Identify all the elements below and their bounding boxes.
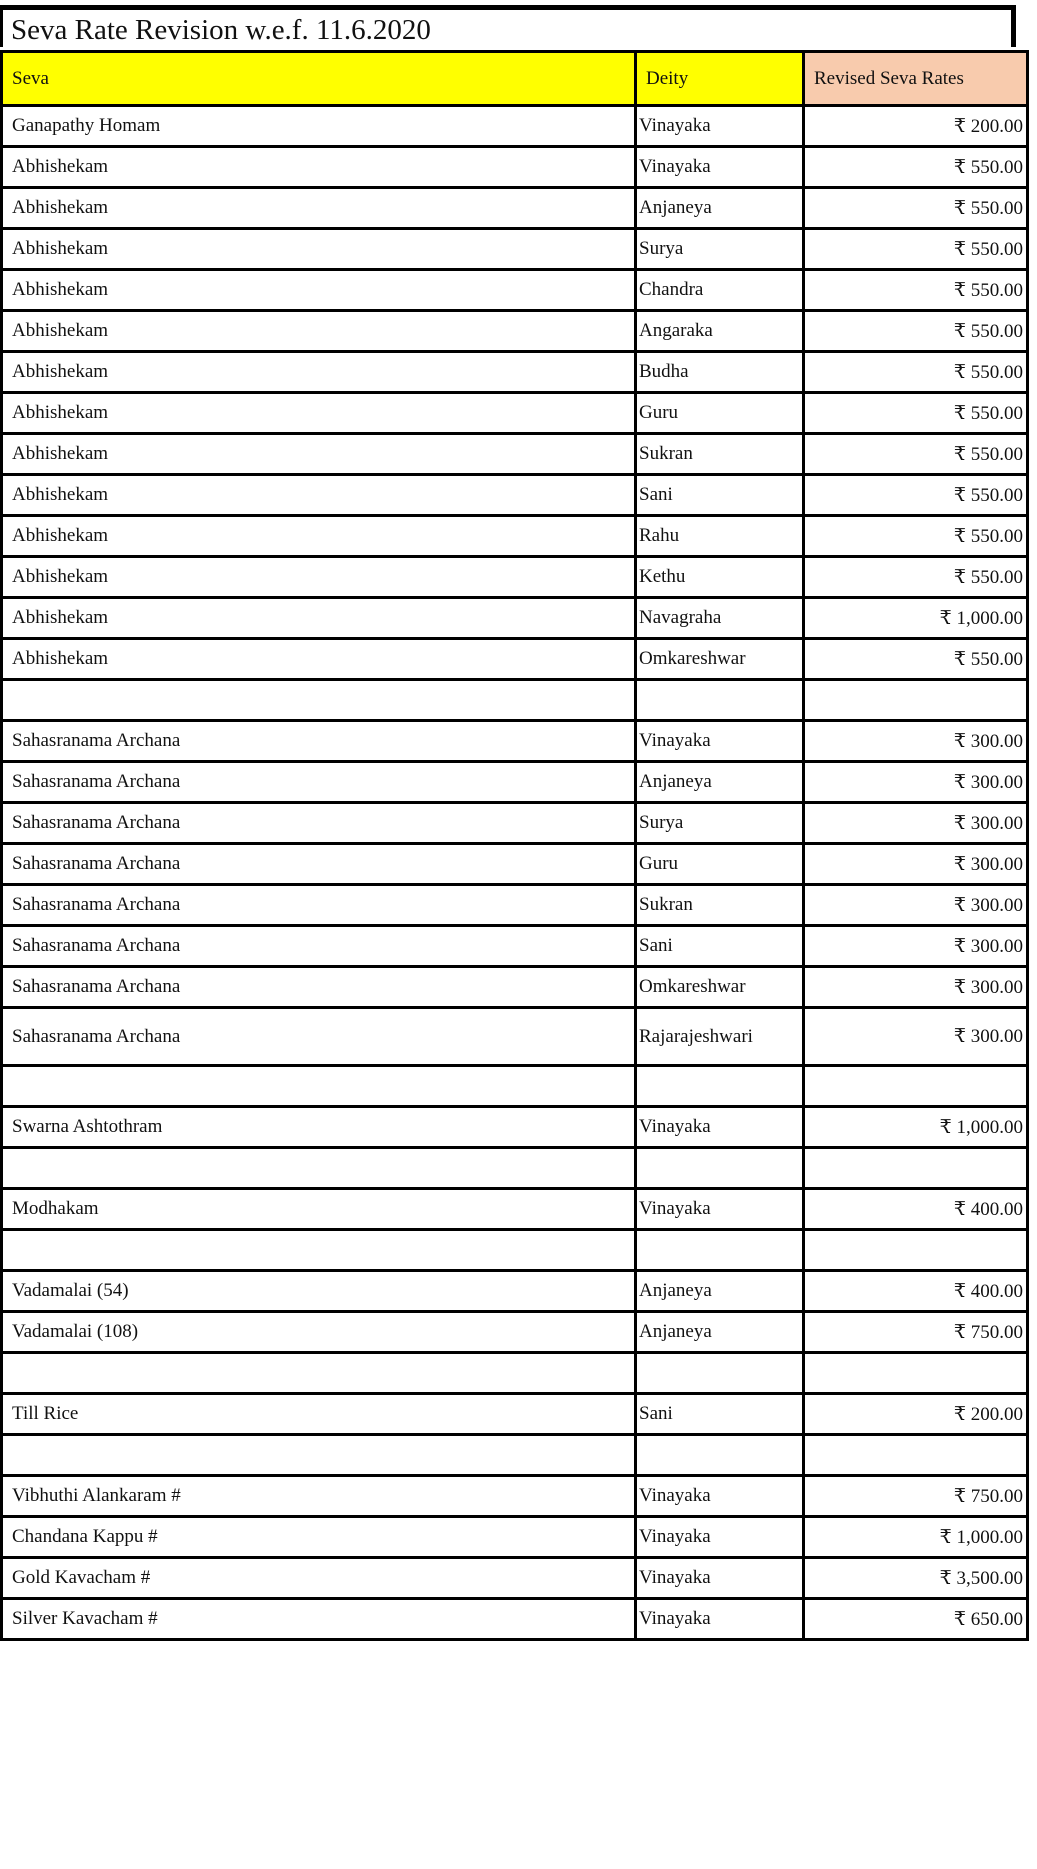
rate-cell: [804, 1148, 1028, 1189]
seva-cell: Abhishekam: [2, 393, 636, 434]
table-row: [2, 1271, 1028, 1312]
seva-cell: Abhishekam: [2, 557, 636, 598]
header-row: [2, 52, 1028, 106]
seva-cell: Abhishekam: [2, 188, 636, 229]
seva-cell: [2, 1066, 636, 1107]
deity-cell: Vinayaka: [636, 1476, 804, 1517]
deity-cell: Navagraha: [636, 598, 804, 639]
deity-cell: Omkareshwar: [636, 639, 804, 680]
table-row: [2, 516, 1028, 557]
deity-cell: Anjaneya: [636, 762, 804, 803]
table-row: [2, 557, 1028, 598]
rate-cell: ₹ 550.00: [804, 393, 1028, 434]
seva-cell: Abhishekam: [2, 311, 636, 352]
table-row: [2, 1558, 1028, 1599]
seva-cell: Sahasranama Archana: [2, 721, 636, 762]
deity-cell: Guru: [636, 393, 804, 434]
deity-cell: Sani: [636, 926, 804, 967]
rate-cell: ₹ 550.00: [804, 311, 1028, 352]
rate-cell: ₹ 550.00: [804, 229, 1028, 270]
seva-cell: Abhishekam: [2, 352, 636, 393]
seva-cell: Silver Kavacham #: [2, 1599, 636, 1640]
table-row: [2, 475, 1028, 516]
table-row: [2, 1066, 1028, 1107]
table-row: [2, 680, 1028, 721]
seva-cell: Vibhuthi Alankaram #: [2, 1476, 636, 1517]
table-row: [2, 1599, 1028, 1640]
seva-cell: Sahasranama Archana: [2, 762, 636, 803]
deity-cell: Kethu: [636, 557, 804, 598]
deity-cell: Vinayaka: [636, 1558, 804, 1599]
rate-cell: ₹ 300.00: [804, 967, 1028, 1008]
deity-cell: Anjaneya: [636, 188, 804, 229]
seva-cell: Gold Kavacham #: [2, 1558, 636, 1599]
table-row: [2, 721, 1028, 762]
table-row: [2, 1394, 1028, 1435]
rate-cell: ₹ 300.00: [804, 926, 1028, 967]
seva-cell: [2, 1353, 636, 1394]
seva-cell: [2, 1148, 636, 1189]
seva-cell: Abhishekam: [2, 434, 636, 475]
rate-cell: ₹ 550.00: [804, 352, 1028, 393]
table-row: [2, 229, 1028, 270]
deity-cell: Budha: [636, 352, 804, 393]
rate-cell: [804, 1066, 1028, 1107]
deity-cell: Vinayaka: [636, 1189, 804, 1230]
sheet-title: Seva Rate Revision w.e.f. 11.6.2020: [0, 5, 1016, 47]
table-row: [2, 188, 1028, 229]
rate-cell: ₹ 1,000.00: [804, 1517, 1028, 1558]
seva-cell: Abhishekam: [2, 516, 636, 557]
table-row: [2, 147, 1028, 188]
seva-cell: [2, 680, 636, 721]
rate-cell: ₹ 1,000.00: [804, 598, 1028, 639]
header-seva: Seva: [2, 52, 636, 106]
header-deity: Deity: [636, 52, 804, 106]
rate-cell: ₹ 550.00: [804, 188, 1028, 229]
table-row: [2, 844, 1028, 885]
seva-cell: Abhishekam: [2, 639, 636, 680]
seva-cell: Swarna Ashtothram: [2, 1107, 636, 1148]
seva-cell: Abhishekam: [2, 598, 636, 639]
table-row: [2, 1353, 1028, 1394]
rate-cell: ₹ 550.00: [804, 475, 1028, 516]
seva-cell: Till Rice: [2, 1394, 636, 1435]
deity-cell: Sukran: [636, 885, 804, 926]
seva-cell: Vadamalai (54): [2, 1271, 636, 1312]
seva-cell: Abhishekam: [2, 270, 636, 311]
table-row: [2, 598, 1028, 639]
rate-cell: ₹ 300.00: [804, 1008, 1028, 1066]
deity-cell: Angaraka: [636, 311, 804, 352]
table-row: [2, 1517, 1028, 1558]
table-row: [2, 106, 1028, 147]
seva-cell: [2, 1435, 636, 1476]
table-row: [2, 885, 1028, 926]
table-row: [2, 1008, 1028, 1066]
seva-cell: Sahasranama Archana: [2, 926, 636, 967]
deity-cell: Vinayaka: [636, 721, 804, 762]
seva-cell: Sahasranama Archana: [2, 803, 636, 844]
table-row: [2, 967, 1028, 1008]
deity-cell: Vinayaka: [636, 1599, 804, 1640]
deity-cell: [636, 680, 804, 721]
deity-cell: Vinayaka: [636, 1107, 804, 1148]
table-row: [2, 1312, 1028, 1353]
rate-cell: ₹ 1,000.00: [804, 1107, 1028, 1148]
rate-cell: ₹ 300.00: [804, 885, 1028, 926]
seva-cell: Chandana Kappu #: [2, 1517, 636, 1558]
rate-cell: ₹ 650.00: [804, 1599, 1028, 1640]
deity-cell: Omkareshwar: [636, 967, 804, 1008]
seva-cell: Sahasranama Archana: [2, 967, 636, 1008]
rate-cell: [804, 680, 1028, 721]
deity-cell: Anjaneya: [636, 1271, 804, 1312]
rate-cell: ₹ 3,500.00: [804, 1558, 1028, 1599]
seva-cell: Modhakam: [2, 1189, 636, 1230]
rate-cell: ₹ 550.00: [804, 557, 1028, 598]
seva-cell: Abhishekam: [2, 475, 636, 516]
deity-cell: Anjaneya: [636, 1312, 804, 1353]
seva-rate-table: [0, 50, 1029, 1641]
table-row: [2, 1435, 1028, 1476]
seva-cell: Vadamalai (108): [2, 1312, 636, 1353]
deity-cell: Sukran: [636, 434, 804, 475]
rate-cell: ₹ 400.00: [804, 1271, 1028, 1312]
table-row: [2, 1107, 1028, 1148]
deity-cell: Vinayaka: [636, 147, 804, 188]
seva-cell: Sahasranama Archana: [2, 844, 636, 885]
deity-cell: Guru: [636, 844, 804, 885]
deity-cell: [636, 1148, 804, 1189]
rate-cell: ₹ 550.00: [804, 639, 1028, 680]
table-row: [2, 926, 1028, 967]
deity-cell: Chandra: [636, 270, 804, 311]
table-row: [2, 393, 1028, 434]
deity-cell: Sani: [636, 475, 804, 516]
rate-cell: ₹ 550.00: [804, 147, 1028, 188]
rate-cell: ₹ 300.00: [804, 721, 1028, 762]
rate-cell: ₹ 550.00: [804, 434, 1028, 475]
table-row: [2, 762, 1028, 803]
deity-cell: Surya: [636, 803, 804, 844]
table-row: [2, 1476, 1028, 1517]
seva-cell: Sahasranama Archana: [2, 1008, 636, 1066]
table-row: [2, 311, 1028, 352]
rate-cell: [804, 1435, 1028, 1476]
header-revised-rate: Revised Seva Rates: [804, 52, 1028, 106]
table-row: [2, 352, 1028, 393]
rate-cell: ₹ 750.00: [804, 1312, 1028, 1353]
rate-cell: ₹ 750.00: [804, 1476, 1028, 1517]
rate-cell: ₹ 300.00: [804, 762, 1028, 803]
table-row: [2, 803, 1028, 844]
seva-cell: Ganapathy Homam: [2, 106, 636, 147]
seva-cell: [2, 1230, 636, 1271]
rate-cell: ₹ 200.00: [804, 106, 1028, 147]
table-row: [2, 434, 1028, 475]
deity-cell: Sani: [636, 1394, 804, 1435]
deity-cell: Vinayaka: [636, 1517, 804, 1558]
table-row: [2, 1189, 1028, 1230]
rate-cell: ₹ 400.00: [804, 1189, 1028, 1230]
rate-cell: [804, 1353, 1028, 1394]
seva-cell: Sahasranama Archana: [2, 885, 636, 926]
table-row: [2, 1230, 1028, 1271]
seva-cell: Abhishekam: [2, 147, 636, 188]
rate-cell: ₹ 300.00: [804, 803, 1028, 844]
table-row: [2, 1148, 1028, 1189]
deity-cell: Rahu: [636, 516, 804, 557]
rate-cell: ₹ 200.00: [804, 1394, 1028, 1435]
deity-cell: Vinayaka: [636, 106, 804, 147]
rate-cell: ₹ 550.00: [804, 270, 1028, 311]
table-row: [2, 639, 1028, 680]
table-row: [2, 270, 1028, 311]
rate-cell: [804, 1230, 1028, 1271]
deity-cell: Surya: [636, 229, 804, 270]
deity-cell: [636, 1435, 804, 1476]
deity-cell: Rajarajeshwari: [636, 1008, 804, 1066]
deity-cell: [636, 1066, 804, 1107]
deity-cell: [636, 1353, 804, 1394]
rate-cell: ₹ 550.00: [804, 516, 1028, 557]
rate-cell: ₹ 300.00: [804, 844, 1028, 885]
seva-cell: Abhishekam: [2, 229, 636, 270]
deity-cell: [636, 1230, 804, 1271]
